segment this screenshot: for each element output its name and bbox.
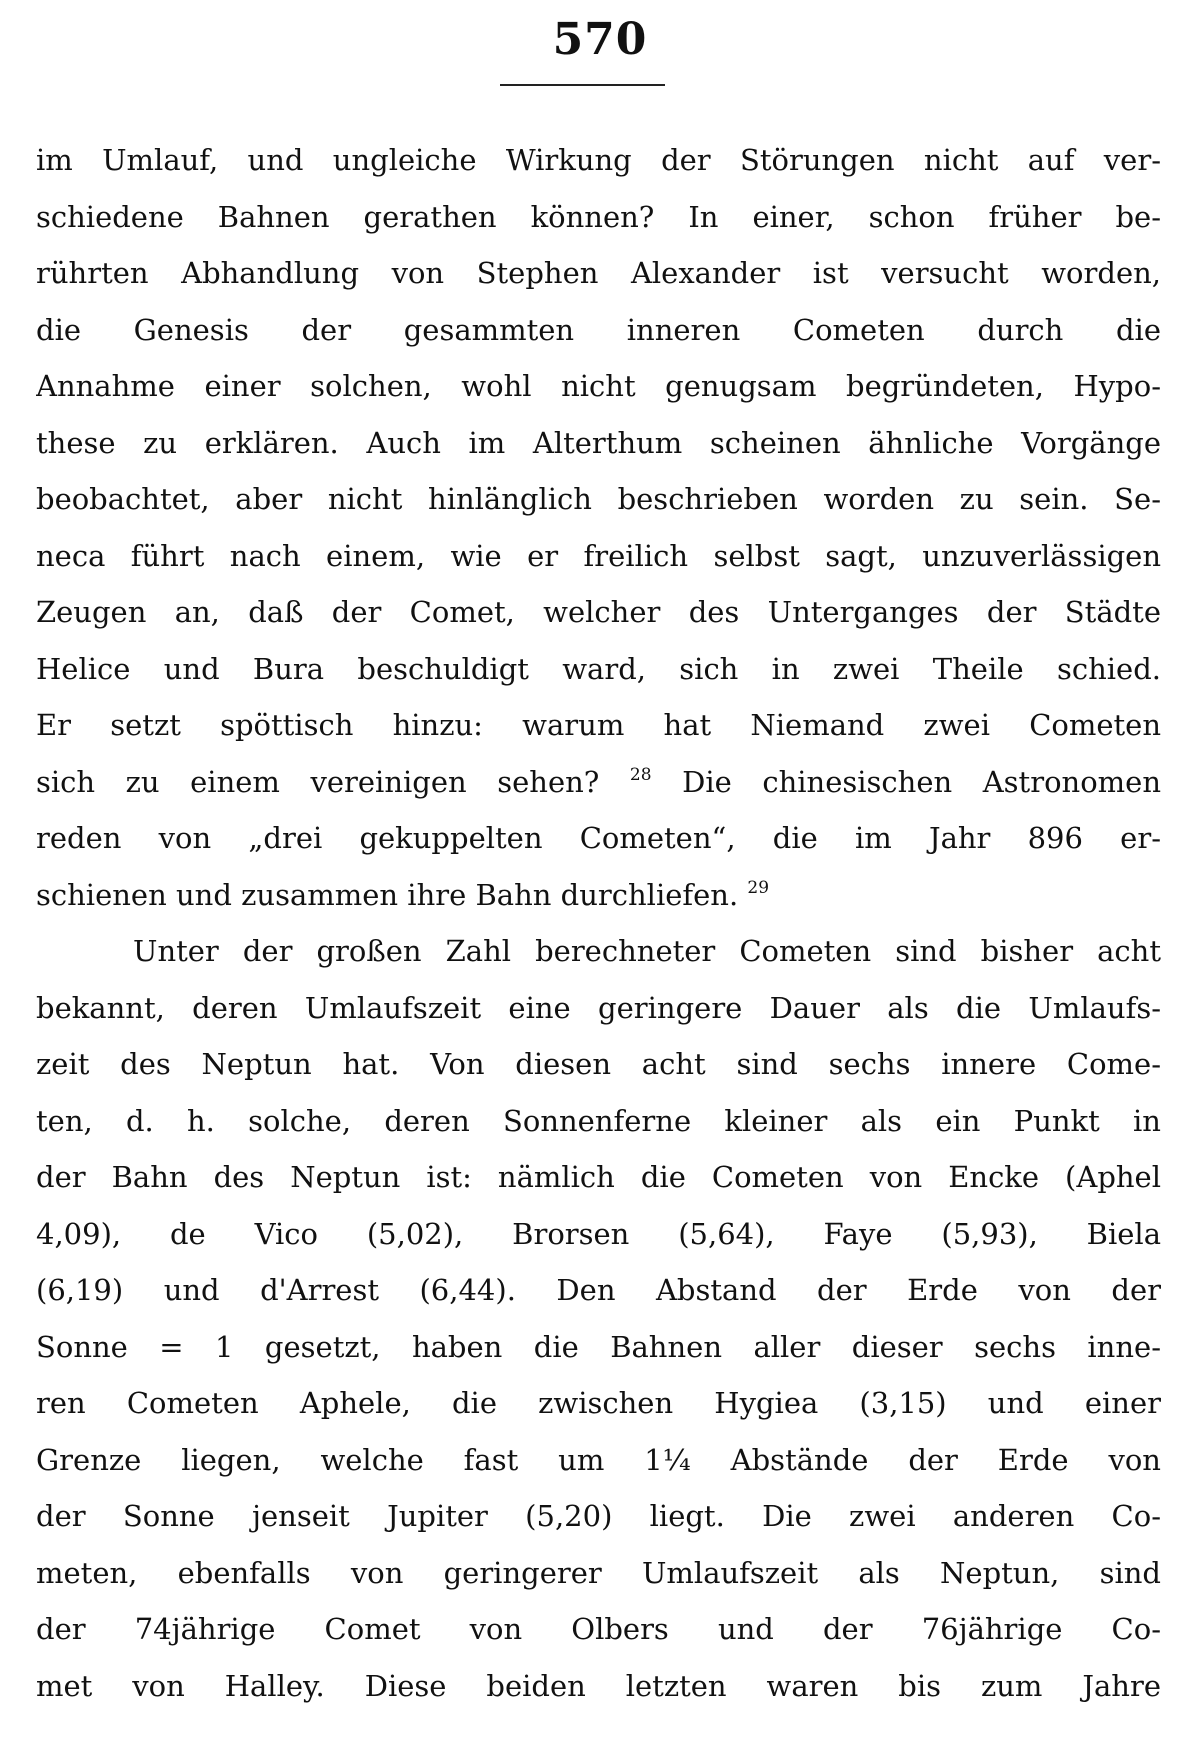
body-text bbox=[36, 132, 1161, 1714]
text-segment: schienen und zusammen ihre Bahn durchliefen. bbox=[36, 877, 739, 912]
text-line: im Umlauf, und ungleiche Wirkung der Störungen nicht auf ver- bbox=[36, 143, 1161, 177]
text-line: Unter der großen Zahl berechneter Cometen sind bisher acht bbox=[133, 934, 1161, 968]
text-line: rührten Abhandlung von Stephen Alexander ist versucht worden, bbox=[36, 256, 1161, 290]
text-line: met von Halley. Diese beiden letzten waren bis zum Jahre bbox=[36, 1668, 1161, 1703]
page-number: 570 bbox=[552, 14, 648, 65]
text-line: these zu erklären. Auch im Alterthum scheinen ähnliche Vorgänge bbox=[36, 425, 1161, 460]
text-line: meten, ebenfalls von geringerer Umlaufszeit als Neptun, sind bbox=[36, 1555, 1161, 1590]
text-line: Annahme einer solchen, wohl nicht genugsam begründeten, Hypo- bbox=[36, 369, 1161, 403]
text-line: zeit des Neptun hat. Von diesen acht sind sechs innere Come- bbox=[36, 1047, 1161, 1081]
text-line-with-footnote bbox=[36, 867, 1161, 924]
text-line: Sonne = 1 gesetzt, haben die Bahnen aller dieser sechs inne- bbox=[36, 1329, 1161, 1364]
text-line: ren Cometen Aphele, die zwischen Hygiea (3,15) und einer bbox=[36, 1386, 1161, 1420]
text-line-with-footnote bbox=[36, 754, 1161, 811]
header-rule bbox=[500, 84, 665, 86]
paragraph-1 bbox=[36, 132, 1161, 923]
text-line: schiedene Bahnen gerathen können? In einer, schon früher be- bbox=[36, 199, 1161, 234]
text-line: ten, d. h. solche, deren Sonnenferne kleiner als ein Punkt in bbox=[36, 1103, 1161, 1138]
text-line: Er setzt spöttisch hinzu: warum hat Niemand zwei Cometen bbox=[36, 708, 1161, 742]
paragraph-2 bbox=[36, 923, 1161, 1714]
text-line: bekannt, deren Umlaufszeit eine geringere Dauer als die Umlaufs- bbox=[36, 990, 1161, 1025]
text-line: der Bahn des Neptun ist: nämlich die Cometen von Encke (Aphel bbox=[36, 1160, 1161, 1194]
text-line: beobachtet, aber nicht hinlänglich beschrieben worden zu sein. Se- bbox=[36, 482, 1161, 516]
text-segment: sich zu einem vereinigen sehen? bbox=[36, 764, 600, 799]
text-line: Zeugen an, daß der Comet, welcher des Unterganges der Städte bbox=[36, 595, 1161, 629]
footnote-marker-28: 28 bbox=[629, 764, 652, 785]
text-line: Grenze liegen, welche fast um 1¼ Abstände der Erde von bbox=[36, 1442, 1161, 1477]
text-line: die Genesis der gesammten inneren Cometen durch die bbox=[36, 312, 1161, 347]
text-segment: Die chinesischen Astronomen bbox=[682, 764, 1161, 799]
text-line: reden von „drei gekuppelten Cometen“, die im Jahr 896 er- bbox=[36, 821, 1161, 855]
text-line: neca führt nach einem, wie er freilich selbst sagt, unzuverlässigen bbox=[36, 538, 1161, 573]
text-line: 4,09), de Vico (5,02), Brorsen (5,64), Faye (5,93), Biela bbox=[36, 1216, 1161, 1251]
text-line: der 74jährige Comet von Olbers und der 76jährige Co- bbox=[36, 1612, 1161, 1646]
text-line: Helice und Bura beschuldigt ward, sich in zwei Theile schied. bbox=[36, 651, 1161, 686]
text-line: (6,19) und d'Arrest (6,44). Den Abstand der Erde von der bbox=[36, 1273, 1161, 1307]
text-line: der Sonne jenseit Jupiter (5,20) liegt. Die zwei anderen Co- bbox=[36, 1499, 1161, 1533]
footnote-marker-29: 29 bbox=[747, 877, 770, 898]
